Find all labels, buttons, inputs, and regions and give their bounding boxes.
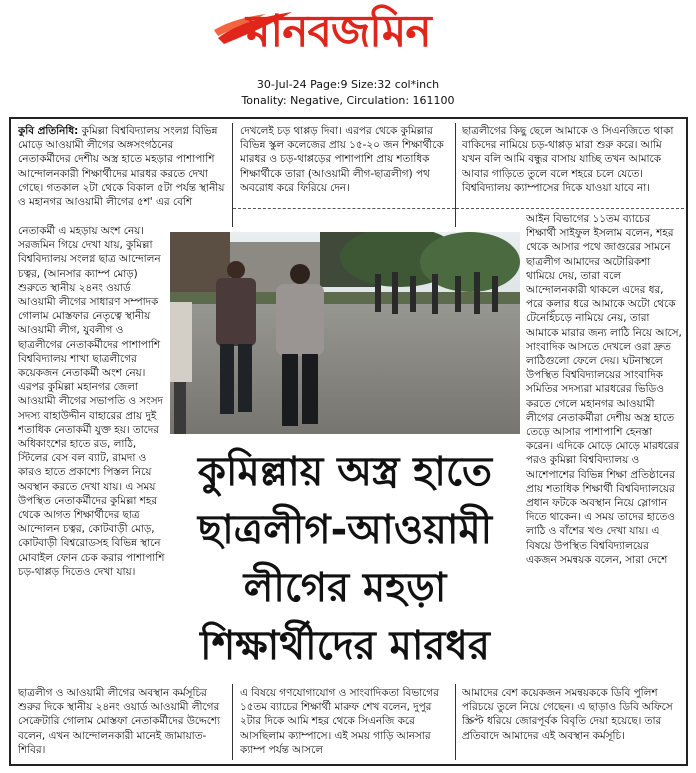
headline-line-2: ছাত্রলীগ-আওয়ামী xyxy=(197,507,493,553)
clipping-meta-date-page-size: 30-Jul-24 Page:9 Size:32 col*inch xyxy=(256,78,440,91)
headline-line-3: লীগের মহড়া xyxy=(243,565,447,611)
column-divider xyxy=(456,208,684,209)
newspaper-logo: মানবজমিন xyxy=(246,6,431,57)
body-text: নেতাকর্মী এ মহড়ায় অংশ নেয়। সরজমিন গিয়ে দেখা যায়, কুমিল্লা বিশ্ববিদ্যালয় সংলগ্ন ছাত্র আন্দোলন চত্বর, (আনসার ক্যাম্প মোড়) শুরুতে স্থানীয় ২৪নং ওয়ার্ড আওয়ামী লীগের সাধারণ সম্পাদক গোলাম মোস্তফার নেতৃত্বে স্থানীয় আওয়ামী লীগ, যুবলীগ ও ছাত্রলীগের নেতাকর্মীদের পাশাপাশি বিশ্ববিদ্যালয় শাখা ছাত্রলীগের কয়েকজন নেতাকর্মী অংশ নেয়। এরপর কুমিল্লা মহানগর জেলা আওয়ামী লীগের সভাপতি ও সংসদ সদস্য বাহাউদ্দীন বাহারের প্রায় দুই শতাধিক নেতাকর্মী যুক্ত হয়। তাদের অধিকাংশের হাতে রড, লাঠি, স্টিলের বেস বল ব্যাট, রামদা ও কারও হাতে প্রকাশ্যে পিস্তল নিয়ে অবস্থান করতে দেখা যায়। এ সময় উপস্থিত নেতাকর্মীদের কুমিল্লা শহর থেকে আগত শিক্ষার্থীদের ছাত্র আন্দোলন চত্বর, কোটবাড়ী মোড়, কোটবাড়ী বিশ্বরোডসহ বিভিন্ন স্থানে মোবাইল ফোন চেক করার পাশাপাশি চড়-থাপ্পড় দিতেও দেখা যায়। xyxy=(18,225,165,578)
article-column-3-mid xyxy=(526,212,682,680)
column-rule xyxy=(232,684,233,760)
headline-line-1: কুমিল্লায় অস্ত্র হাতে xyxy=(198,449,492,495)
column-rule xyxy=(232,123,233,227)
article-column-1-bottom xyxy=(18,686,228,758)
article-column-3-bottom xyxy=(462,686,682,758)
body-text: দেখলেই চড় থাপ্পড় দিবা। এরপর থেকে কুমিল্লার বিভিন্ন স্কুল কলেজের প্রায় ১৫-২০ জন শিক্ষার্থীকে মারধর ও চড়-থাপ্পড়ের পাশাপাশি প্রায় শতাধিক শিক্ষার্থীকে তারা (আওয়ামী লীগ-ছাত্রলীগ) পথ অবরোধ করে ফিরিয়ে দেন। xyxy=(240,125,444,194)
article-column-2-top xyxy=(240,124,450,206)
body-text: আমাদের বেশ কয়েকজন সমন্বয়ককে ডিবি পুলিশ পরিচয়ে তুলে নিয়ে গেছেন। এ ছাড়াও ডিবি অফিসে স্ক্রিপ্ট ধরিয়ে জোরপূর্বক বিবৃতি দেয়া হয়েছে। তার প্রতিবাদে আমাদের এই অবস্থান কর্মসূচি। xyxy=(462,687,673,742)
byline: কুবি প্রতিনিধি: xyxy=(18,125,79,137)
body-text: এ বিষয়ে গণযোগাযোগ ও সাংবাদিকতা বিভাগের ১৫তম ব্যাচের শিক্ষার্থী মারুফ শেখ বলেন, দুপুর ২টার দিকে আমি শহর থেকে সিএনজি করে আসছিলাম ক্যাম্পাসে। এই সময় গাড়ি আনসার ক্যাম্প পর্যন্ত আসলে xyxy=(240,687,439,756)
photo-image xyxy=(170,232,520,434)
article-column-3-top xyxy=(462,124,682,206)
masthead xyxy=(0,0,696,112)
column-divider xyxy=(233,208,455,209)
headline-line-4: শিক্ষার্থীদের মারধর xyxy=(200,623,490,669)
headline xyxy=(170,444,520,680)
body-text: কুমিল্লা বিশ্ববিদ্যালয় সংলগ্ন বিভিন্ন মোড়ে আওয়ামী লীগের অঙ্গসংগঠনের নেতাকর্মীদের দেশীয় অস্ত্র হাতে মহড়ার পাশাপাশি আন্দোলনকারী শিক্ষার্থীদের মারধর করতে দেখা গেছে। গতকাল ২টা থেকে বিকাল ৫টা পর্যন্ত স্থানীয় ও মহানগর আওয়ামী লীগের ৫শ' এর বেশি xyxy=(18,125,225,209)
body-text: ছাত্রলীগ ও আওয়ামী লীগের অবস্থান কর্মসূচির শুরুর দিকে স্থানীয় ২৪নং ওয়ার্ড আওয়ামী লীগের সেক্রেটারি গোলাম মোস্তফা নেতাকর্মীদের উদ্দেশ্যে বলেন, এখন আন্দোলনকারী মানেই জামায়াত-শিবির। xyxy=(18,687,221,756)
clipping-meta-tonality-circulation: Tonality: Negative, Circulation: 161100 xyxy=(241,94,455,107)
column-rule xyxy=(455,123,456,227)
news-photo-street-scene xyxy=(170,232,520,434)
body-text: ছাত্রলীগের কিছু ছেলে আমাকে ও সিএনজিতে থাকা বাকিদের নামিয়ে চড়-থাপ্পড় মারা শুরু করে। আমি যখন বলি আমি বন্ধুর বাসায় যাচ্ছি তখন আমাকে আবার গাড়িতে তুলে বলে শহরে চলে যেতে। বিশ্ববিদ্যালয় ক্যাম্পাসের দিকে যাওয়া যাবে না। xyxy=(462,125,674,194)
article-column-1-top xyxy=(18,124,228,224)
article-column-1-mid xyxy=(18,224,168,680)
body-text: আইন বিভাগের ১১তম ব্যাচের শিক্ষার্থী সাইফুল ইসলাম বলেন, শহর থেকে আসার পথে জাগুরের সামনে ছাত্রলীগ আমাদের অটোরিকশা থামিয়ে দেয়, তারা বলে আন্দোলনকারী থাকলে এদের ধর, পরে কলার ধরে আমাকে অটো থেকে টেনেহিঁচড়ে নামিয়ে নেয়, তারা আমাকে মারার জন্য লাঠি নিয়ে আসে, সাংবাদিক আসতে দেখলে ওরা দ্রুত লাঠিগুলো ফেলে দেয়। ঘটনাস্থলে উপস্থিত বিশ্ববিদ্যালয়ের সাংবাদিক সমিতির সদস্যরা মারধরের ভিডিও করতে গেলে মহানগর আওয়ামী লীগের নেতাকর্মীরা দেশীয় অস্ত্র হাতে তেড়ে আসার পাশাপাশি হেনস্তা করেন। এদিকে মোড়ে মোড়ে মারধরের পরও কুমিল্লা বিশ্ববিদ্যালয় ও আশেপাশের বিভিন্ন শিক্ষা প্রতিষ্ঠানের প্রায় শতাধিক শিক্ষার্থী বিশ্ববিদ্যালয়ের প্রধান ফটকে অবস্থান নিয়ে স্লোগান দিতে থাকেন। এ সময় তাদের হাতেও লাঠি ও বাঁশের খণ্ড দেখা যায়। এ বিষয়ে উপস্থিত বিশ্ববিদ্যালয়ের একজন সমন্বয়ক বলেন, সারা দেশে xyxy=(526,213,682,566)
column-rule xyxy=(455,684,456,760)
article-column-2-bottom xyxy=(240,686,450,758)
